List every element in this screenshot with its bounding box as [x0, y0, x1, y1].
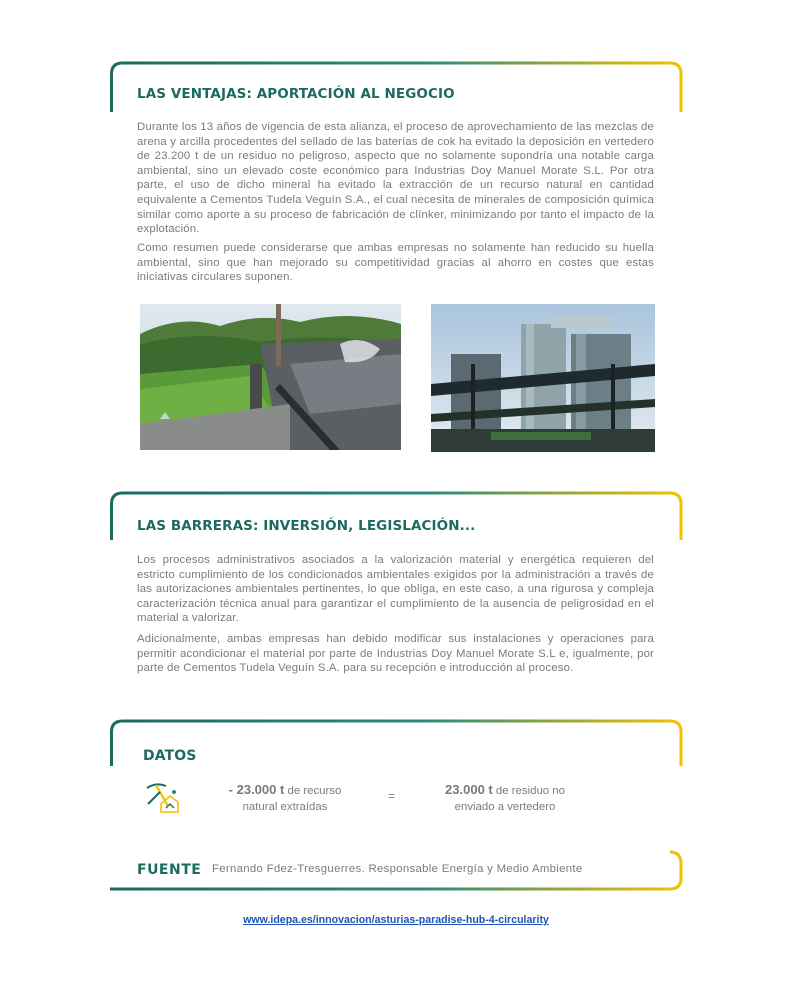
cement-silo-photo: [431, 304, 655, 452]
barreras-title: LAS BARRERAS: INVERSIÓN, LEGISLACIÓN...: [137, 518, 476, 534]
idepa-link[interactable]: www.idepa.es/innovacion/asturias-paradise-hub-4-circularity: [243, 914, 549, 926]
datos-equals-sign: =: [388, 789, 396, 803]
datos-left-stat: [210, 782, 360, 815]
datos-right-text-1: de residuo no: [495, 785, 565, 797]
fuente-text: Fernando Fdez-Tresguerres. Responsable Energía y Medio Ambiente: [212, 863, 583, 875]
datos-left-value: - 23.000 t: [228, 782, 285, 797]
datos-title: DATOS: [143, 748, 197, 764]
ventajas-title: LAS VENTAJAS: APORTACIÓN AL NEGOCIO: [137, 86, 455, 102]
ventajas-paragraph-2: Como resumen puede considerarse que ambas empresas no solamente han reducido su huella ambiental, sino que han mejorado su competitividad gracias al ahorro en costes que estas iniciativas circulares suponen.: [137, 242, 654, 284]
barreras-paragraph-1: Los procesos administrativos asociados a la valorización material y energética requieren del estricto cumplimiento de los condicionados ambientales exigidos por la administración a través de las autorizaciones ambientales pertinentes, lo que obliga, en este caso, a una rigurosa y compleja caracterización técnica anual para garantizar el cumplimiento de la ausencia de peligrosidad en el material a valorizar.: [137, 554, 654, 625]
datos-left-text-2: natural extraídas: [242, 801, 328, 813]
datos-right-stat: [425, 782, 585, 815]
datos-right-text-2: enviado a vertedero: [454, 801, 556, 813]
mining-pickaxe-icon: [144, 782, 182, 814]
fuente-label: FUENTE: [137, 862, 202, 878]
barreras-paragraph-2: Adicionalmente, ambas empresas han debido modificar sus instalaciones y operaciones para permitir acondicionar el material por parte de Industrias Doy Manuel Morate S.L e, igualmente, por parte de Cementos Tudela Veguín S.A. para su recepción e introducción al proceso.: [137, 633, 654, 675]
datos-right-value: 23.000 t: [445, 782, 493, 797]
datos-left-text-1: de recurso: [287, 785, 342, 797]
plant-landscape-photo: [140, 304, 401, 450]
ventajas-paragraph-1: Durante los 13 años de vigencia de esta alianza, el proceso de aprovechamiento de las mezclas de arena y arcilla procedentes del sellado de las baterías de cok ha evitado la deposición en vertedero de 23.200 t de un residuo no peligroso, aspecto que no solamente supondría una notable carga ambiental, sino un elevado coste económico para Industrias Doy Manuel Morate S.L. Por otra parte, el uso de dicho mineral ha evitado la extracción de un recurso natural en cantidad equivalente a Cementos Tudela Veguín S.A., el cual necesita de minerales de composición química similar como aporte a su proceso de fabricación de clínker, minimizando por tanto el impacto de la explotación.: [137, 121, 654, 236]
